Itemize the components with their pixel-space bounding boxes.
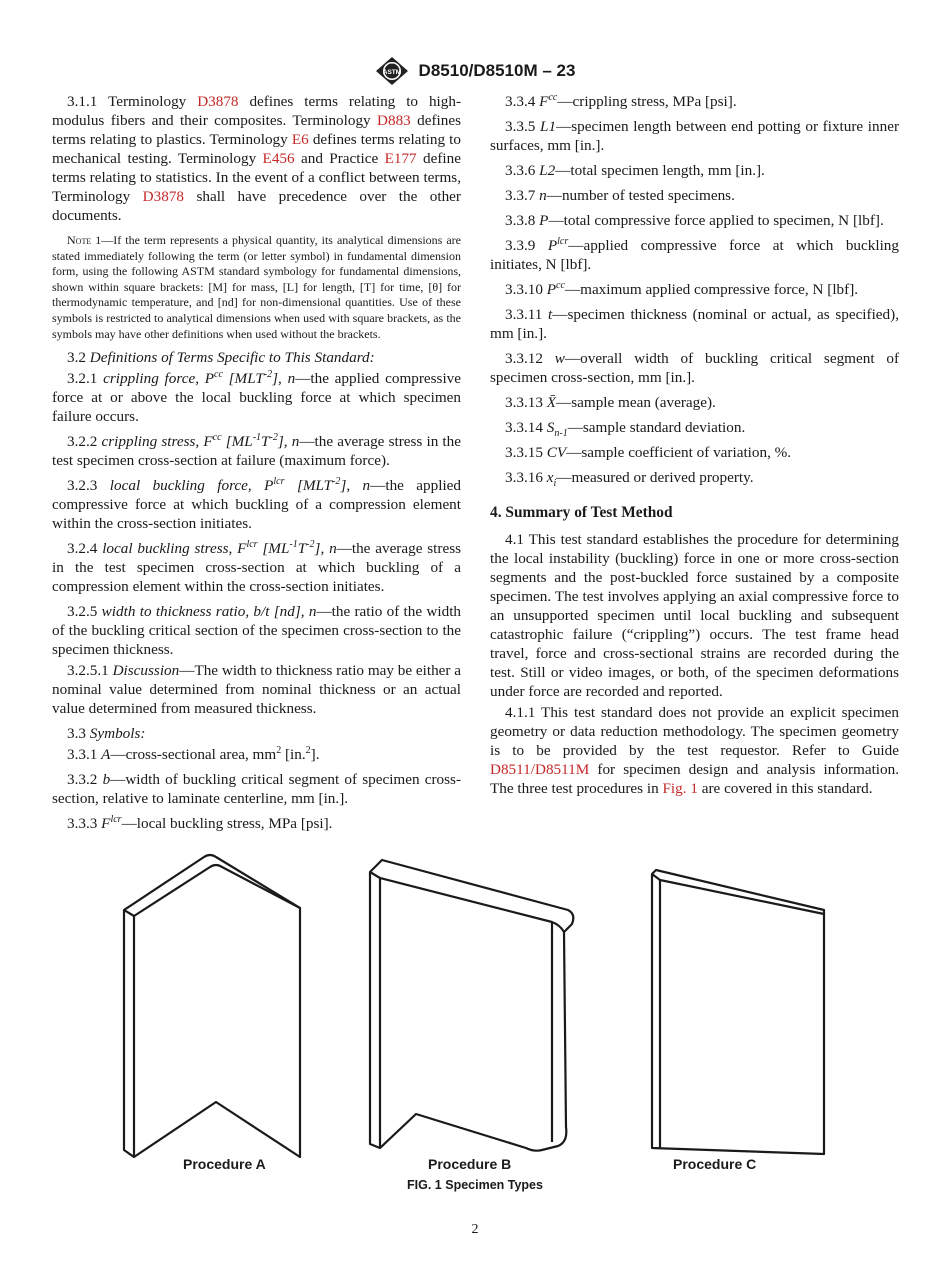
- link-d883[interactable]: D883: [377, 112, 411, 129]
- specimen-plate-c: [652, 870, 824, 1154]
- label-procedure-a: Procedure A: [183, 1156, 266, 1172]
- page-header: [0, 56, 950, 86]
- def-3-2-5: 3.2.5 width to thickness ratio, b/t [nd], n—the ratio of the width of the buckling critical section of the specimen cross-section to the specimen thickness.: [52, 603, 462, 659]
- sym-3-3-4: 3.3.4 $F^{cc}—crippling$ stress, MPa [psi].: [505, 91, 737, 110]
- page-number: 2: [471, 1222, 479, 1237]
- specimen-channel-b: [370, 860, 573, 1151]
- sym-3-3-9: 3.3.9 $P^{lcr}—applied$ compressive force at which buckling initiates, N [lbf].: [490, 235, 899, 273]
- sym-3-3-14: 3.3.14 $S_{n-1}—sample$ standard deviation.: [505, 419, 746, 440]
- label-procedure-c: Procedure C: [673, 1156, 757, 1172]
- sym-3-3-2: 3.3.2 b—width of buckling critical segment of specimen cross-section, relative to laminate centerline, mm [in.].: [52, 771, 462, 808]
- note-1: Note 1—If the term represents a physical quantity, its analytical dimensions are stated immediately following the term (or letter symbol) in fundamental dimension form, using the following ASTM standard symbology for fundamental dimensions, shown within square brackets: [M] for mass, [L] for length, [T] for time, [θ] for thermodynamic temperature, and [nd] for non-dimensional quantities. Use of these symbols is restricted to analytical dimensions when used with square brackets, as the symbols may have other definitions when used without the brackets.: [52, 233, 461, 341]
- sym-3-3-11: 3.3.11 t—specimen thickness (nominal or actual, as specified), mm [in.].: [490, 306, 899, 342]
- link-e456[interactable]: E456: [262, 150, 295, 167]
- def-3-2-2: 3.2.2 crippling stress, $F^{cc}$ $[ML^{-1}T^{-2}]$, n—the average stress in the test specimen cross-section at failure (maximum force).: [52, 432, 461, 470]
- figure-caption: FIG. 1 Specimen Types: [407, 1178, 543, 1192]
- sym-3-3-7: 3.3.7 n—number of tested specimens.: [505, 187, 735, 204]
- sym-3-3-12: 3.3.12 w—overall width of buckling critical segment of specimen cross-section, mm [in.].: [490, 350, 900, 386]
- sym-3-3-13: 3.3.13 X̄—sample mean (average).: [505, 394, 716, 411]
- def-3-2-3: 3.2.3 local buckling force, $P^{lcr}$ $[MLT^{-2}]$, n—the applied compressive force at which buckling of a compression element within the cross-section initiates.: [52, 476, 462, 533]
- para-4-1-1: 4.1.1 This test standard does not provide an explicit specimen geometry or data reduction methodology. The specimen geometry is to be provided by the test requestor. Refer to Guide D8511/D8511M for specimen design and analysis information. The three test procedures in Fig. 1 are covered in this standard.: [490, 704, 899, 797]
- para-4-1: 4.1 This test standard establishes the procedure for determining the local instability (buckling) force in one or more cross-section segments and the post-buckled force sustained by a composite specimen. The test involves applying an axial compressive force to an unsupported specimen until local buckling and subsequent catastrophic failure (“crippling”) occurs. The test frame head travel, force and cross-sectional strains are recorded during the test. Still or video images, or both, of the specimen deformations under force are recorded and reported.: [490, 531, 899, 700]
- sym-3-3-16: 3.3.16 $x_i—measured$ or derived property.: [505, 469, 754, 490]
- def-3-2-4: 3.2.4 local buckling stress, $F^{lcr}$ $[ML^{-1}T^{-2}]$, n—the average stress in the test specimen cross-section at which buckling of a compression element within the cross-section initiates.: [52, 539, 462, 596]
- specimen-figure: [90, 852, 870, 1172]
- def-3-2-5-1: 3.2.5.1 Discussion—The width to thickness ratio may be either a nominal value determined from nominal thickness or an actual value determined from measured thickness.: [52, 662, 462, 718]
- link-fig-1[interactable]: Fig. 1: [662, 780, 698, 797]
- link-d3878-2[interactable]: D3878: [142, 188, 185, 205]
- sym-3-3-6: 3.3.6 L2—total specimen length, mm [in.].: [505, 162, 765, 179]
- link-e177[interactable]: E177: [384, 150, 417, 167]
- section-3-3: 3.3 Symbols:: [67, 725, 146, 743]
- sym-3-3-1: 3.3.1 A—cross-sectional area, $mm^2$ [in.$^2$].: [67, 745, 320, 764]
- left-column: [52, 92, 461, 839]
- svg-text:ASTM: ASTM: [382, 69, 401, 76]
- sym-3-3-10: 3.3.10 $P^{cc}—maximum$ applied compressive force, N [lbf].: [505, 279, 859, 298]
- link-d3878[interactable]: D3878: [197, 93, 239, 110]
- section-4-heading: 4. Summary of Test Method: [490, 504, 673, 521]
- section-3-2: 3.2 Definitions of Terms Specific to This Standard:: [67, 349, 375, 367]
- designation: D8510/D8510M – 23: [418, 61, 576, 80]
- specimen-angle-a: [124, 855, 300, 1157]
- para-3-1-1: 3.1.1 Terminology D3878 defines terms relating to high-modulus fibers and their composites. Terminology D883 defines terms relating to plastics. Terminology E6 defines terms relating to mechanical testing. Terminology E456 and Practice E177 define terms relating to statistics. In the event of a conflict between terms, Terminology D3878 shall have precedence over the other documents.: [52, 93, 461, 224]
- right-column: [490, 92, 899, 804]
- link-d8511[interactable]: D8511/D8511M: [490, 761, 590, 778]
- sym-3-3-15: 3.3.15 CV—sample coefficient of variation, %.: [505, 444, 792, 461]
- sym-3-3-5: 3.3.5 L1—specimen length between end potting or fixture inner surfaces, mm [in.].: [490, 118, 900, 154]
- sym-3-3-8: 3.3.8 P—total compressive force applied to specimen, N [lbf].: [505, 212, 884, 229]
- astm-logo-icon: [375, 56, 409, 86]
- sym-3-3-3: 3.3.3 $F^{lcr}—local$ buckling stress, MPa [psi].: [67, 814, 333, 833]
- label-procedure-b: Procedure B: [428, 1156, 512, 1172]
- def-3-2-1: 3.2.1 crippling force, $P^{cc}$ $[MLT^{-2}]$, n—the applied compressive force at or above the local buckling force at which specimen failure occurs.: [52, 369, 462, 426]
- link-e6[interactable]: E6: [291, 131, 309, 148]
